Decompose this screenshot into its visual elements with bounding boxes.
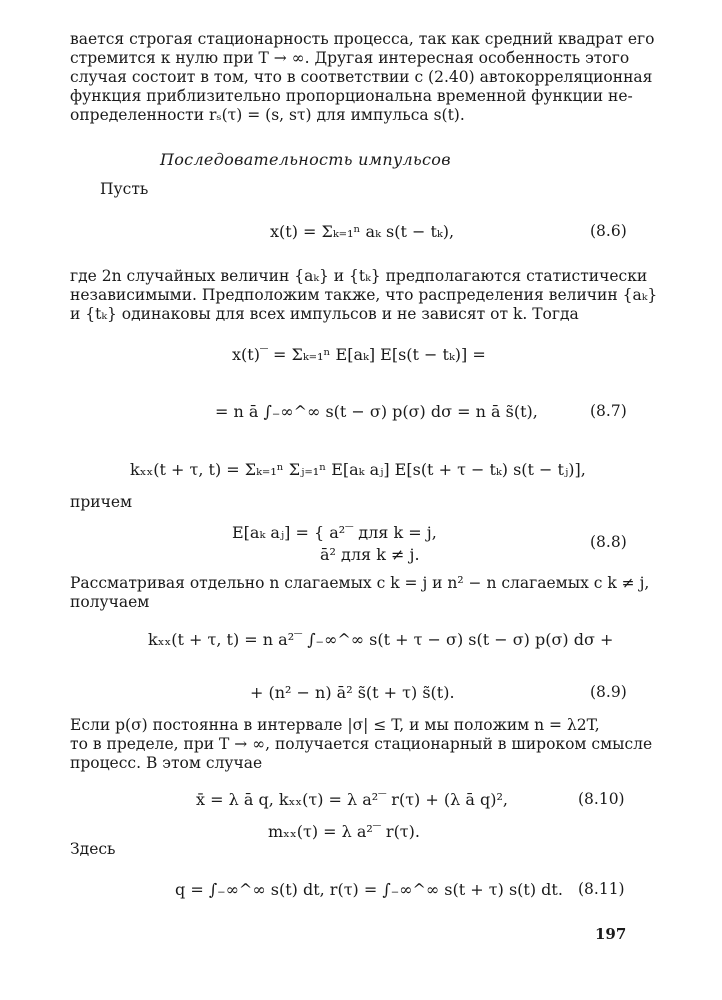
equation-number: (8.8) xyxy=(590,533,627,551)
equation-number: (8.10) xyxy=(578,790,625,808)
equation-8-10-line2: mₓₓ(τ) = λ a²‾ r(τ). xyxy=(268,822,420,841)
equation-8-8-line1: E[aₖ aⱼ] = { a²‾ для k = j, xyxy=(232,523,437,542)
assumptions-paragraph xyxy=(70,267,658,324)
text-line: то в пределе, при T → ∞, получается стационарный в широком смысле xyxy=(70,735,653,753)
intro-paragraph xyxy=(70,30,655,125)
text-line: где 2n случайных величин {aₖ} и {tₖ} предполагаются статистически xyxy=(70,267,648,285)
text-line: стремится к нулю при T → ∞. Другая интересная особенность этого xyxy=(70,49,630,67)
prichem-word: причем xyxy=(70,493,133,511)
text-line: Если p(σ) постоянна в интервале |σ| ≤ T, и мы положим n = λ2T, xyxy=(70,716,600,734)
stationary-paragraph xyxy=(70,716,653,773)
text-line: определенности rₛ(τ) = (s, sτ) для импульса s(t). xyxy=(70,106,465,124)
equation-8-8-line2: ā² для k ≠ j. xyxy=(320,545,420,564)
equation-number: (8.11) xyxy=(578,880,625,898)
equation-8-11: q = ∫₋∞^∞ s(t) dt, r(τ) = ∫₋∞^∞ s(t + τ) s(t) dt. xyxy=(175,880,563,899)
text-line: и {tₖ} одинаковы для всех импульсов и не зависят от k. Тогда xyxy=(70,305,579,323)
equation-8-7-line1: x(t)‾ = Σₖ₌₁ⁿ E[aₖ] E[s(t − tₖ)] = xyxy=(232,345,486,364)
equation-8-9-line2: + (n² − n) ā² s̃(t + τ) s̃(t). xyxy=(250,683,455,702)
text-line: Рассматривая отдельно n слагаемых с k = j и n² − n слагаемых с k ≠ j, xyxy=(70,574,650,592)
section-heading: Последовательность импульсов xyxy=(160,150,451,169)
text-line: получаем xyxy=(70,593,150,611)
zdes-word: Здесь xyxy=(70,840,116,858)
text-line: независимыми. Предположим также, что распределения величин {aₖ} xyxy=(70,286,658,304)
text-line: функция приблизительно пропорциональна временной функции не- xyxy=(70,87,633,105)
equation-8-9-line1: kₓₓ(t + τ, t) = n a²‾ ∫₋∞^∞ s(t + τ − σ) s(t − σ) p(σ) dσ + xyxy=(148,630,614,649)
equation-kxx: kₓₓ(t + τ, t) = Σₖ₌₁ⁿ Σⱼ₌₁ⁿ E[aₖ aⱼ] E[s(t + τ − tₖ) s(t − tⱼ)], xyxy=(130,460,586,479)
equation-8-6: x(t) = Σₖ₌₁ⁿ aₖ s(t − tₖ), xyxy=(270,222,455,241)
equation-8-10-line1: x̄ = λ ā q, kₓₓ(τ) = λ a²‾ r(τ) + (λ ā q)², xyxy=(196,790,508,809)
text-line: вается строгая стационарность процесса, так как средний квадрат его xyxy=(70,30,655,48)
pust-word: Пусть xyxy=(100,180,149,198)
equation-8-7-line2: = n ā ∫₋∞^∞ s(t − σ) p(σ) dσ = n ā s̃(t), xyxy=(215,402,538,421)
text-line: случая состоит в том, что в соответствии с (2.40) автокорреляционная xyxy=(70,68,653,86)
equation-number: (8.7) xyxy=(590,402,627,420)
equation-number: (8.9) xyxy=(590,683,627,701)
text-line: процесс. В этом случае xyxy=(70,754,263,772)
page-number: 197 xyxy=(595,925,627,943)
terms-paragraph xyxy=(70,574,650,612)
equation-number: (8.6) xyxy=(590,222,627,240)
